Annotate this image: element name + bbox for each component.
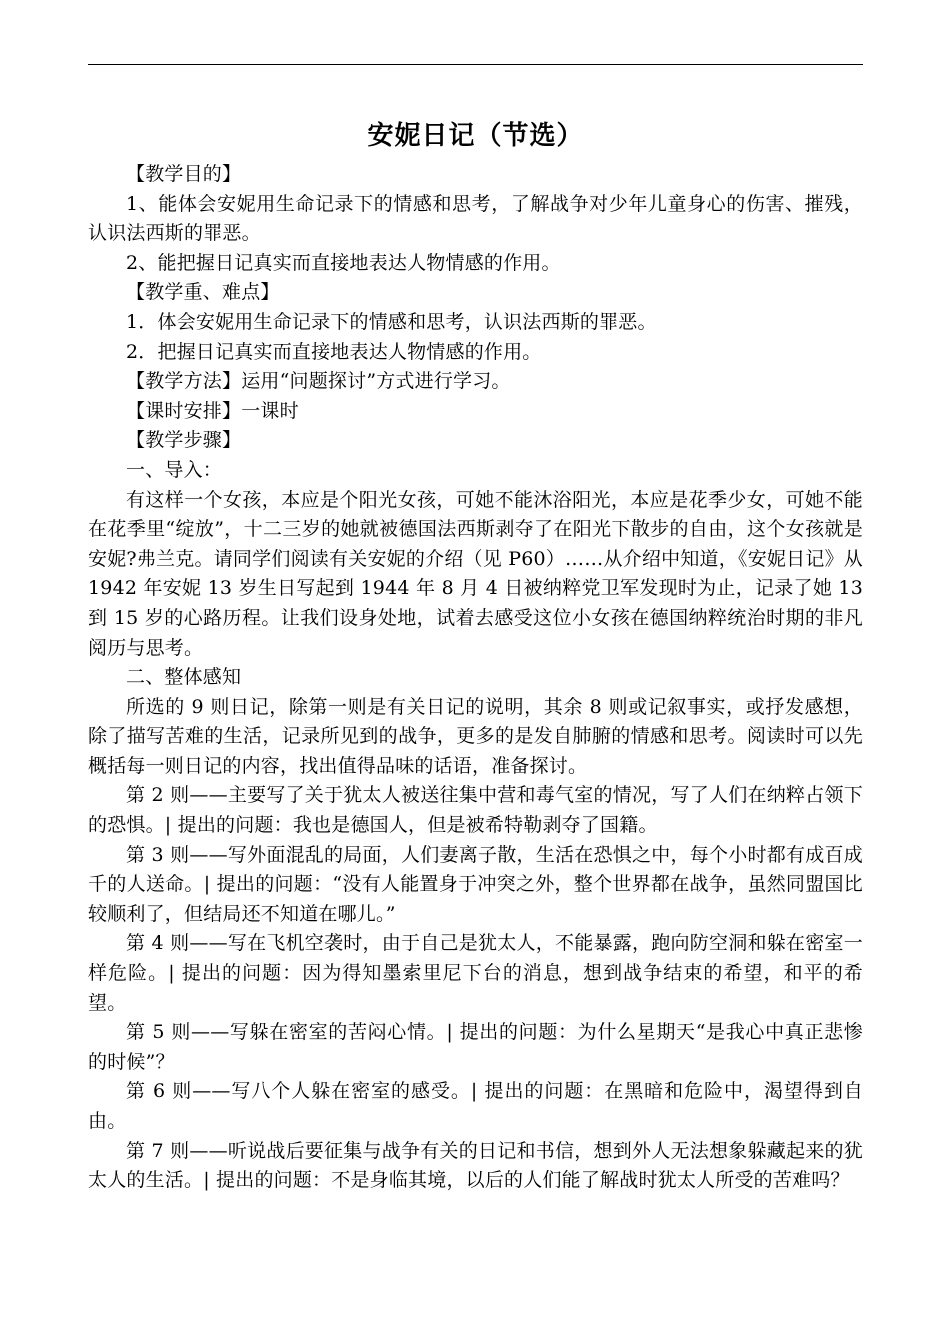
page-title: 安妮日记（节选） [367, 121, 584, 151]
objective-item-2: 2、能把握日记真实而直接地表达人物情感的作用。 [126, 251, 561, 274]
key-point-item-2: 2．把握日记真实而直接地表达人物情感的作用。 [126, 340, 542, 363]
intro-paragraph: 有这样一个女孩，本应是个阳光女孩，可她不能沐浴阳光，本应是花季少女，可她不能在花季里“绽放”，十二三岁的她就被德国法西斯剥夺了在阳光下散步的自由，这个女孩就是安妮?弗兰克。请同学们阅读有关安妮的介绍（见 P60）……从介绍中知道，《安妮日记》从 1942 年安妮 13 岁生日写起到 1944 年 8 月 4 日被纳粹党卫军发现时为止，记录了她 13 到 15 岁的心路历程。让我们设身处地，试着去感受这位小女孩在德国纳粹统治时期的非凡阅历与思考。 [88, 488, 863, 659]
section-heading-objectives: 【教学目的】 [126, 163, 242, 185]
diary-entry-4: 第 4 则——写在飞机空袭时，由于自己是犹太人，不能暴露，跑向防空洞和躲在密室一样危险。| 提出的问题：因为得知墨索里尼下台的消息，想到战争结束的希望，和平的希望。 [88, 932, 863, 1014]
document-body [88, 118, 863, 1196]
step-heading-intro: 一、导入： [126, 458, 223, 481]
diary-entry-7: 第 7 则——听说战后要征集与战争有关的日记和书信，想到外人无法想象躲藏起来的犹太人的生活。| 提出的问题：不是身临其境，以后的人们能了解战时犹太人所受的苦难吗？ [88, 1139, 863, 1192]
overview-paragraph: 所选的 9 则日记，除第一则是有关日记的说明，其余 8 则或记叙事实，或抒发感想，除了描写苦难的生活，记录所见到的战争，更多的是发自肺腑的情感和思考。阅读时可以先概括每一则日记的内容，找出值得品味的话语，准备探讨。 [88, 695, 863, 777]
diary-entry-3: 第 3 则——写外面混乱的局面，人们妻离子散，生活在恐惧之中，每个小时都有成百成千的人送命。| 提出的问题：“没有人能置身于冲突之外，整个世界都在战争，虽然同盟国比较顺利了，但结局还不知道在哪儿。” [88, 843, 863, 925]
teaching-method: 【教学方法】运用“问题探讨”方式进行学习。 [126, 370, 511, 393]
diary-entry-5: 第 5 则——写躲在密室的苦闷心情。| 提出的问题：为什么星期天“是我心中真正悲惨的时候”？ [88, 1021, 863, 1073]
diary-entry-6: 第 6 则——写八个人躲在密室的感受。| 提出的问题：在黑暗和危险中，渴望得到自由。 [88, 1080, 863, 1132]
section-heading-steps: 【教学步骤】 [126, 429, 242, 452]
objective-item-1: 1、能体会安妮用生命记录下的情感和思考，了解战争对少年儿童身心的伤害、摧残，认识法西斯的罪恶。 [88, 192, 863, 245]
diary-entry-2: 第 2 则——主要写了关于犹太人被送往集中营和毒气室的情况，写了人们在纳粹占领下的恐惧。| 提出的问题：我也是德国人，但是被希特勒剥夺了国籍。 [88, 784, 863, 837]
key-point-item-1: 1．体会安妮用生命记录下的情感和思考，认识法西斯的罪恶。 [126, 310, 657, 333]
header-rule [88, 64, 863, 65]
class-schedule: 【课时安排】一课时 [126, 399, 299, 422]
step-heading-overview: 二、整体感知 [126, 666, 242, 689]
section-heading-key-points: 【教学重、难点】 [126, 281, 280, 304]
